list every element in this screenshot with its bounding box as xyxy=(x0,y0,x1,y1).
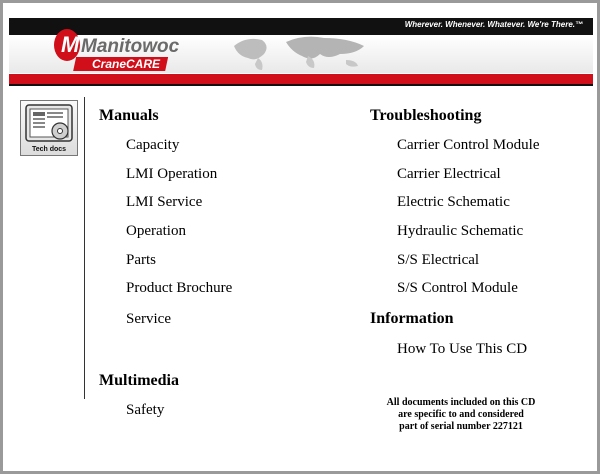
link-safety[interactable]: Safety xyxy=(126,402,165,418)
tech-docs-label: Tech docs xyxy=(31,146,67,153)
manitowoc-cranecare-logo[interactable] xyxy=(50,20,180,75)
header-divider xyxy=(9,84,593,86)
serial-number-note xyxy=(371,397,551,433)
information-heading: Information xyxy=(370,310,454,327)
svg-text:M: M xyxy=(61,32,80,57)
link-service[interactable]: Service xyxy=(126,311,171,327)
link-operation[interactable]: Operation xyxy=(126,223,186,239)
tagline: Wherever. Whenever. Whatever. We're There.™ xyxy=(404,20,583,29)
link-electric-schematic[interactable]: Electric Schematic xyxy=(397,194,510,210)
logo-subbrand-text: CraneCARE xyxy=(92,57,161,71)
link-ss-electrical[interactable]: S/S Electrical xyxy=(397,252,480,268)
link-carrier-control-module[interactable]: Carrier Control Module xyxy=(397,137,540,153)
troubleshooting-heading: Troubleshooting xyxy=(370,107,482,124)
link-product-brochure[interactable]: Product Brochure xyxy=(126,280,233,296)
logo-brand-text: Manitowoc xyxy=(81,36,180,57)
manuals-heading: Manuals xyxy=(99,107,159,124)
link-hydraulic-schematic[interactable]: Hydraulic Schematic xyxy=(397,223,524,239)
multimedia-heading: Multimedia xyxy=(99,372,179,389)
link-lmi-operation[interactable]: LMI Operation xyxy=(126,166,218,182)
note-line-3: part of serial number 227121 xyxy=(399,421,523,432)
note-line-1: All documents included on this CD xyxy=(386,397,536,408)
note-line-2: are specific to and considered xyxy=(398,409,524,420)
header-red-bar xyxy=(9,74,593,84)
documents-cd-icon xyxy=(25,104,73,142)
sidebar-divider xyxy=(84,97,85,399)
link-capacity[interactable]: Capacity xyxy=(126,137,180,153)
link-lmi-service[interactable]: LMI Service xyxy=(126,194,203,210)
world-map-graphic xyxy=(228,32,373,72)
tech-docs-button[interactable] xyxy=(20,100,78,156)
link-ss-control-module[interactable]: S/S Control Module xyxy=(397,280,518,296)
link-how-to-use-this-cd[interactable]: How To Use This CD xyxy=(397,341,528,357)
link-carrier-electrical[interactable]: Carrier Electrical xyxy=(397,166,501,182)
link-parts[interactable]: Parts xyxy=(126,252,156,268)
